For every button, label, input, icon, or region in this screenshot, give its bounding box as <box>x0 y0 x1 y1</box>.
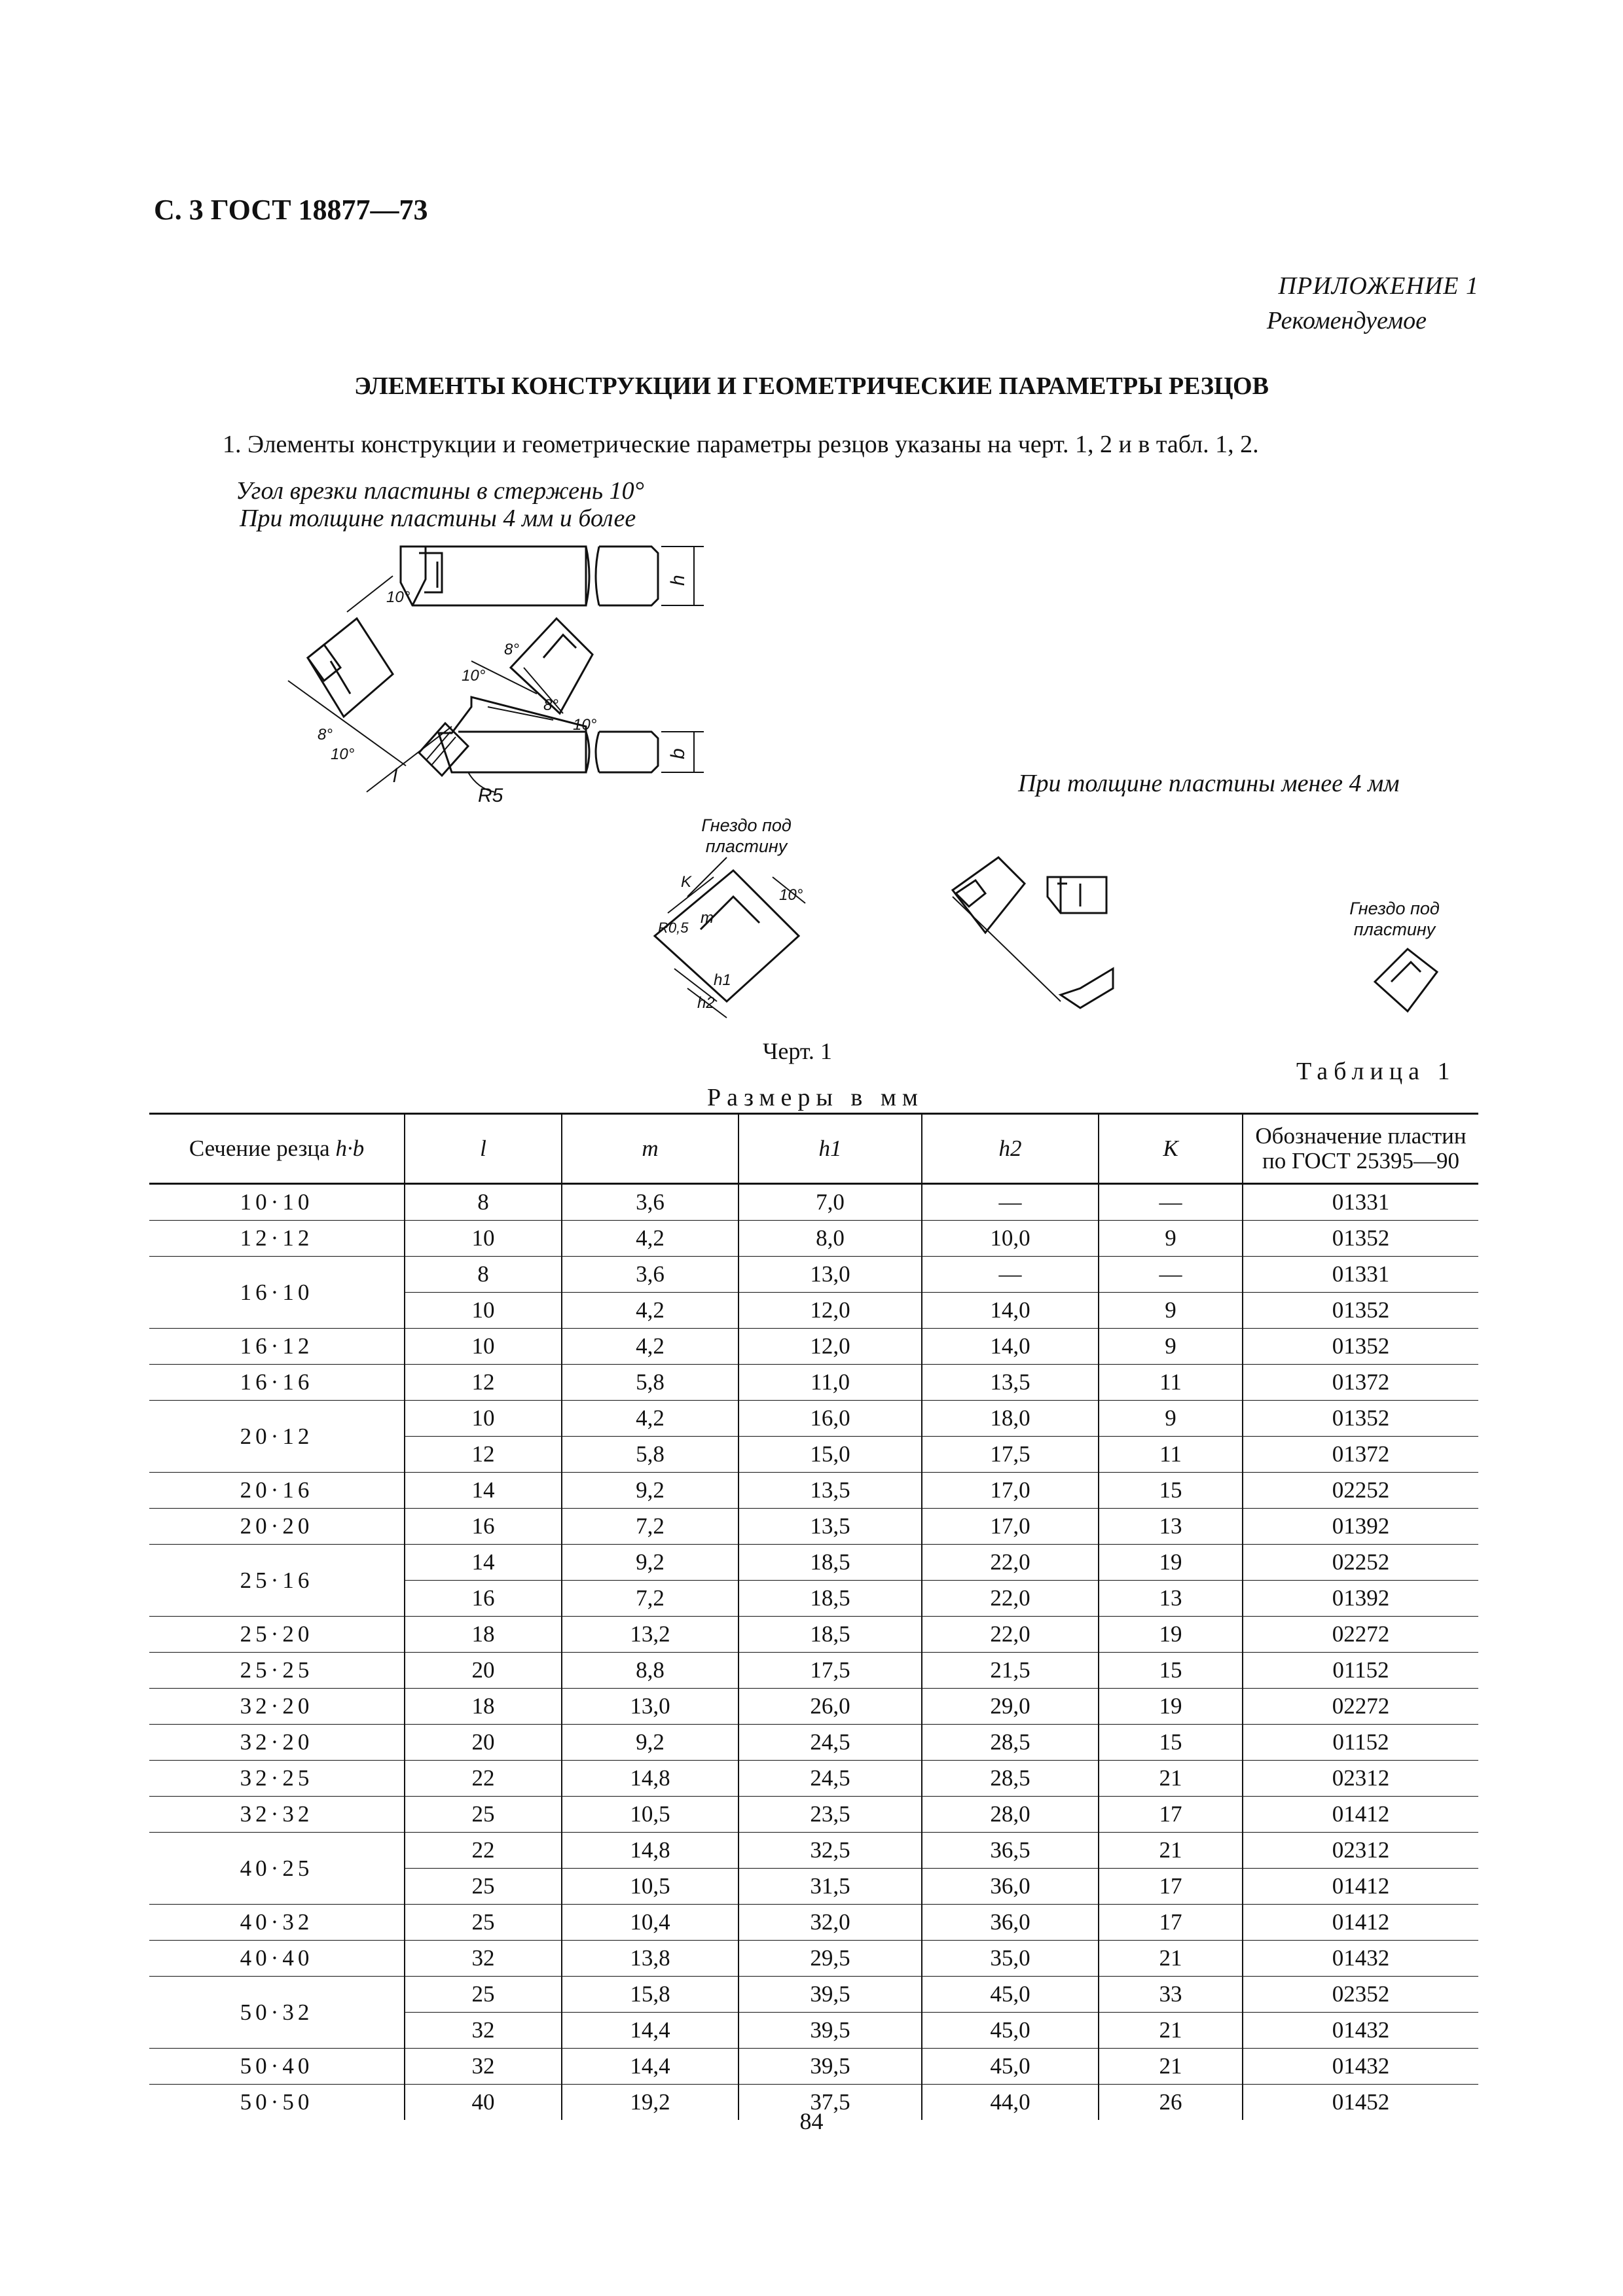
cell-h2: 22,0 <box>922 1545 1099 1581</box>
cell-designation: 02252 <box>1243 1473 1478 1509</box>
cell-l: 22 <box>405 1761 562 1797</box>
cell-h1: 24,5 <box>739 1761 922 1797</box>
cell-h1: 37,5 <box>739 2085 922 2121</box>
cell-l: 25 <box>405 1977 562 2013</box>
cell-h1: 16,0 <box>739 1401 922 1437</box>
cell-designation: 02312 <box>1243 1761 1478 1797</box>
cell-h1: 11,0 <box>739 1365 922 1401</box>
cell-designation: 01352 <box>1243 1293 1478 1329</box>
table-row <box>149 1473 1478 1509</box>
cell-section: 50·50 <box>149 2085 405 2121</box>
cell-l: 16 <box>405 1581 562 1617</box>
angle-10-a: 10° <box>386 588 410 606</box>
cell-m: 7,2 <box>562 1509 739 1545</box>
cell-h1: 18,5 <box>739 1545 922 1581</box>
table-row <box>149 1689 1478 1725</box>
table-header-row <box>149 1114 1478 1184</box>
cell-h2: 17,5 <box>922 1437 1099 1473</box>
cell-m: 4,2 <box>562 1329 739 1365</box>
dim-b: b <box>667 748 689 759</box>
cell-m: 19,2 <box>562 2085 739 2121</box>
cell-k: 15 <box>1099 1653 1243 1689</box>
cell-h1: 18,5 <box>739 1581 922 1617</box>
cell-k: 15 <box>1099 1725 1243 1761</box>
cell-designation: 01432 <box>1243 2013 1478 2049</box>
cell-h2: 29,0 <box>922 1689 1099 1725</box>
table-row <box>149 1797 1478 1833</box>
cell-m: 3,6 <box>562 1257 739 1293</box>
cell-h2: 21,5 <box>922 1653 1099 1689</box>
cell-designation: 01372 <box>1243 1437 1478 1473</box>
cell-k: 19 <box>1099 1617 1243 1653</box>
cell-designation: 01392 <box>1243 1581 1478 1617</box>
cell-designation: 02352 <box>1243 1977 1478 2013</box>
cell-h1: 17,5 <box>739 1653 922 1689</box>
cell-h1: 39,5 <box>739 2013 922 2049</box>
cell-designation: 01432 <box>1243 1941 1478 1977</box>
cell-designation: 02312 <box>1243 1833 1478 1869</box>
cell-k: 21 <box>1099 1833 1243 1869</box>
cell-h2: 36,5 <box>922 1833 1099 1869</box>
table-row <box>149 1329 1478 1365</box>
cell-l: 32 <box>405 2049 562 2085</box>
cell-m: 4,2 <box>562 1401 739 1437</box>
col-section: Сечение резца h·b <box>149 1114 405 1184</box>
cell-l: 20 <box>405 1653 562 1689</box>
cell-h2: 45,0 <box>922 2049 1099 2085</box>
table-row <box>149 2049 1478 2085</box>
cell-l: 25 <box>405 1905 562 1941</box>
cell-section: 12·12 <box>149 1221 405 1257</box>
cell-h1: 23,5 <box>739 1797 922 1833</box>
cell-l: 18 <box>405 1689 562 1725</box>
socket-right <box>1375 949 1437 1011</box>
table-row <box>149 1905 1478 1941</box>
cell-l: 25 <box>405 1797 562 1833</box>
cell-h2: 13,5 <box>922 1365 1099 1401</box>
cell-l: 12 <box>405 1365 562 1401</box>
cell-l: 10 <box>405 1293 562 1329</box>
angle-10-b: 10° <box>331 745 355 763</box>
cell-m: 8,8 <box>562 1653 739 1689</box>
cell-h2: 17,0 <box>922 1473 1099 1509</box>
cell-l: 32 <box>405 1941 562 1977</box>
cell-h1: 13,5 <box>739 1473 922 1509</box>
angle-8-a: 8° <box>318 726 333 744</box>
socket-label-1: Гнездо под пластину <box>701 816 792 856</box>
col-m: m <box>562 1114 739 1184</box>
col-l: l <box>405 1114 562 1184</box>
table-label: Таблица 1 <box>1296 1058 1456 1085</box>
dim-m: m <box>701 909 714 927</box>
cell-k: 11 <box>1099 1437 1243 1473</box>
cell-designation: 01352 <box>1243 1401 1478 1437</box>
cell-h1: 39,5 <box>739 2049 922 2085</box>
cell-k: — <box>1099 1257 1243 1293</box>
cell-k: 17 <box>1099 1905 1243 1941</box>
dim-k: K <box>681 873 692 891</box>
cell-section: 16·16 <box>149 1365 405 1401</box>
cell-section: 16·10 <box>149 1257 405 1329</box>
cell-l: 8 <box>405 1257 562 1293</box>
cell-designation: 01392 <box>1243 1509 1478 1545</box>
figure-caption: Черт. 1 <box>763 1038 832 1064</box>
cell-k: — <box>1099 1184 1243 1221</box>
cutter-drawing <box>0 0 1623 1047</box>
cell-m: 14,8 <box>562 1833 739 1869</box>
cell-section: 32·20 <box>149 1725 405 1761</box>
cell-h1: 32,0 <box>739 1905 922 1941</box>
cell-l: 22 <box>405 1833 562 1869</box>
cell-designation: 01331 <box>1243 1257 1478 1293</box>
cell-designation: 01432 <box>1243 2049 1478 2085</box>
cell-m: 10,5 <box>562 1869 739 1905</box>
table-row <box>149 1221 1478 1257</box>
cell-l: 40 <box>405 2085 562 2121</box>
cell-section: 32·32 <box>149 1797 405 1833</box>
cell-m: 14,8 <box>562 1761 739 1797</box>
table-row <box>149 1401 1478 1437</box>
table-row <box>149 1365 1478 1401</box>
cell-l: 20 <box>405 1725 562 1761</box>
cell-l: 8 <box>405 1184 562 1221</box>
cell-k: 9 <box>1099 1401 1243 1437</box>
cell-k: 9 <box>1099 1329 1243 1365</box>
cell-m: 13,0 <box>562 1689 739 1725</box>
cell-h1: 12,0 <box>739 1329 922 1365</box>
table-row <box>149 1545 1478 1581</box>
col-h2: h2 <box>922 1114 1099 1184</box>
cell-designation: 02272 <box>1243 1617 1478 1653</box>
col-h1: h1 <box>739 1114 922 1184</box>
cell-k: 9 <box>1099 1293 1243 1329</box>
cell-h1: 26,0 <box>739 1689 922 1725</box>
cell-designation: 01352 <box>1243 1221 1478 1257</box>
units-label: Размеры в мм <box>707 1084 924 1111</box>
angle-8-b: 8° <box>504 641 519 658</box>
angle-10-c: 10° <box>462 667 486 685</box>
cell-h1: 13,5 <box>739 1509 922 1545</box>
section-title: ЭЛЕМЕНТЫ КОНСТРУКЦИИ И ГЕОМЕТРИЧЕСКИЕ ПАРАМЕТРЫ РЕЗЦОВ <box>354 372 1269 400</box>
cell-m: 9,2 <box>562 1473 739 1509</box>
cell-m: 13,2 <box>562 1617 739 1653</box>
cell-h2: 22,0 <box>922 1581 1099 1617</box>
cell-l: 12 <box>405 1437 562 1473</box>
cell-h2: 14,0 <box>922 1329 1099 1365</box>
page-number: 84 <box>799 2108 824 2134</box>
dim-h2: h2 <box>697 994 715 1012</box>
angle-10-e: 10° <box>779 886 803 904</box>
cell-k: 13 <box>1099 1581 1243 1617</box>
cell-designation: 01372 <box>1243 1365 1478 1401</box>
figure-note-angle: Угол врезки пластины в стержень 10° <box>236 477 644 505</box>
cell-h2: 36,0 <box>922 1869 1099 1905</box>
intro-paragraph: 1. Элементы конструкции и геометрические параметры резцов указаны на черт. 1, 2 и в табл. 1, 2. <box>223 431 1259 458</box>
cell-k: 19 <box>1099 1689 1243 1725</box>
cell-l: 18 <box>405 1617 562 1653</box>
figure-note-thin: При толщине пластины менее 4 мм <box>1018 770 1400 797</box>
cell-h1: 12,0 <box>739 1293 922 1329</box>
table-row <box>149 1653 1478 1689</box>
cell-k: 26 <box>1099 2085 1243 2121</box>
cell-section: 40·25 <box>149 1833 405 1905</box>
cell-m: 9,2 <box>562 1545 739 1581</box>
cell-l: 16 <box>405 1509 562 1545</box>
cell-section: 16·12 <box>149 1329 405 1365</box>
cell-h2: 28,5 <box>922 1761 1099 1797</box>
thin-plate-tip <box>953 857 1113 1008</box>
table-row <box>149 1977 1478 2013</box>
cell-m: 5,8 <box>562 1365 739 1401</box>
cell-section: 25·20 <box>149 1617 405 1653</box>
col-k: K <box>1099 1114 1243 1184</box>
cell-h2: 45,0 <box>922 2013 1099 2049</box>
figure-note-thick: При толщине пластины 4 мм и более <box>240 505 636 532</box>
cell-k: 11 <box>1099 1365 1243 1401</box>
cell-h2: 44,0 <box>922 2085 1099 2121</box>
cell-designation: 02272 <box>1243 1689 1478 1725</box>
cell-k: 17 <box>1099 1797 1243 1833</box>
cell-h2: 45,0 <box>922 1977 1099 2013</box>
cell-m: 14,4 <box>562 2013 739 2049</box>
cell-m: 5,8 <box>562 1437 739 1473</box>
cell-section: 10·10 <box>240 1189 314 1215</box>
cell-designation: 01412 <box>1243 1869 1478 1905</box>
table-row <box>149 1761 1478 1797</box>
cell-designation: 01412 <box>1243 1797 1478 1833</box>
cell-designation: 01352 <box>1243 1329 1478 1365</box>
cell-h1: 13,0 <box>739 1257 922 1293</box>
cell-h1: 29,5 <box>739 1941 922 1977</box>
socket-label-2: Гнездо под пластину <box>1349 899 1440 939</box>
cell-h1: 39,5 <box>739 1977 922 2013</box>
cell-section: 32·25 <box>149 1761 405 1797</box>
cell-h2: 28,5 <box>922 1725 1099 1761</box>
cell-l: 25 <box>405 1869 562 1905</box>
cell-l: 32 <box>405 2013 562 2049</box>
cell-h2: 17,0 <box>922 1509 1099 1545</box>
cell-l: 10 <box>405 1401 562 1437</box>
cell-h2: — <box>922 1257 1099 1293</box>
cell-h1: 31,5 <box>739 1869 922 1905</box>
cell-h1: 18,5 <box>739 1617 922 1653</box>
table-row <box>149 1257 1478 1293</box>
angle-10-d: 10° <box>573 716 597 734</box>
cutter-tip-middle <box>471 619 593 720</box>
cell-section: 25·16 <box>149 1545 405 1617</box>
cell-section: 20·16 <box>149 1473 405 1509</box>
cell-designation: 01152 <box>1243 1725 1478 1761</box>
cell-section: 40·32 <box>149 1905 405 1941</box>
col-designation: Обозначение пластин по ГОСТ 25395—90 <box>1243 1114 1478 1184</box>
socket-detail <box>655 857 805 1018</box>
cell-k: 21 <box>1099 2013 1243 2049</box>
cell-h2: — <box>922 1184 1099 1221</box>
cell-m: 14,4 <box>562 2049 739 2085</box>
cell-designation: 02252 <box>1243 1545 1478 1581</box>
cell-m: 13,8 <box>562 1941 739 1977</box>
cell-h2: 22,0 <box>922 1617 1099 1653</box>
dim-l: l <box>393 765 397 787</box>
cell-m: 10,5 <box>562 1797 739 1833</box>
table-row <box>149 1833 1478 1869</box>
cell-m: 4,2 <box>562 1293 739 1329</box>
cell-m: 15,8 <box>562 1977 739 2013</box>
table-row <box>149 1617 1478 1653</box>
dimensions-table <box>149 1113 1478 2120</box>
cell-designation: 01331 <box>1243 1184 1478 1221</box>
appendix-label: ПРИЛОЖЕНИЕ 1 <box>1278 272 1479 300</box>
cell-k: 17 <box>1099 1869 1243 1905</box>
cell-m: 10,4 <box>562 1905 739 1941</box>
cell-designation: 01412 <box>1243 1905 1478 1941</box>
cell-k: 21 <box>1099 2049 1243 2085</box>
cell-section: 20·20 <box>149 1509 405 1545</box>
table-row <box>149 1184 1478 1221</box>
cell-h2: 35,0 <box>922 1941 1099 1977</box>
cell-m: 3,6 <box>562 1184 739 1221</box>
cell-designation: 01452 <box>1243 2085 1478 2121</box>
cell-h2: 14,0 <box>922 1293 1099 1329</box>
cell-section: 32·20 <box>149 1689 405 1725</box>
table-row <box>149 1725 1478 1761</box>
cell-h2: 18,0 <box>922 1401 1099 1437</box>
cell-h1: 32,5 <box>739 1833 922 1869</box>
cell-k: 21 <box>1099 1761 1243 1797</box>
cell-m: 4,2 <box>562 1221 739 1257</box>
dim-h1: h1 <box>714 971 731 989</box>
cell-k: 21 <box>1099 1941 1243 1977</box>
thin-plate-front <box>1048 877 1106 913</box>
cell-h1: 24,5 <box>739 1725 922 1761</box>
cell-section: 40·40 <box>149 1941 405 1977</box>
cell-designation: 01152 <box>1243 1653 1478 1689</box>
cell-l: 10 <box>405 1221 562 1257</box>
cell-k: 19 <box>1099 1545 1243 1581</box>
cell-l: 14 <box>405 1545 562 1581</box>
cell-section: 50·40 <box>149 2049 405 2085</box>
page-header: С. 3 ГОСТ 18877—73 <box>154 194 428 226</box>
cell-k: 15 <box>1099 1473 1243 1509</box>
cell-h1: 15,0 <box>739 1437 922 1473</box>
dim-h: h <box>667 575 689 586</box>
cell-l: 10 <box>405 1329 562 1365</box>
table-row <box>149 1509 1478 1545</box>
cell-k: 9 <box>1099 1221 1243 1257</box>
appendix-status: Рекомендуемое <box>1266 307 1427 334</box>
table-row <box>149 1941 1478 1977</box>
cell-section: 50·32 <box>149 1977 405 2049</box>
cell-m: 9,2 <box>562 1725 739 1761</box>
cell-h2: 28,0 <box>922 1797 1099 1833</box>
cell-l: 14 <box>405 1473 562 1509</box>
cutter-top-view <box>401 547 704 605</box>
angle-8-c: 8° <box>543 696 558 714</box>
cell-m: 7,2 <box>562 1581 739 1617</box>
cell-h2: 10,0 <box>922 1221 1099 1257</box>
dim-r5: R5 <box>478 785 503 806</box>
cell-section: 20·12 <box>149 1401 405 1473</box>
dim-r05: R0,5 <box>658 920 689 936</box>
cell-h1: 7,0 <box>739 1184 922 1221</box>
cell-h2: 36,0 <box>922 1905 1099 1941</box>
cell-h1: 8,0 <box>739 1221 922 1257</box>
cell-k: 13 <box>1099 1509 1243 1545</box>
cell-k: 33 <box>1099 1977 1243 2013</box>
cell-section: 25·25 <box>149 1653 405 1689</box>
